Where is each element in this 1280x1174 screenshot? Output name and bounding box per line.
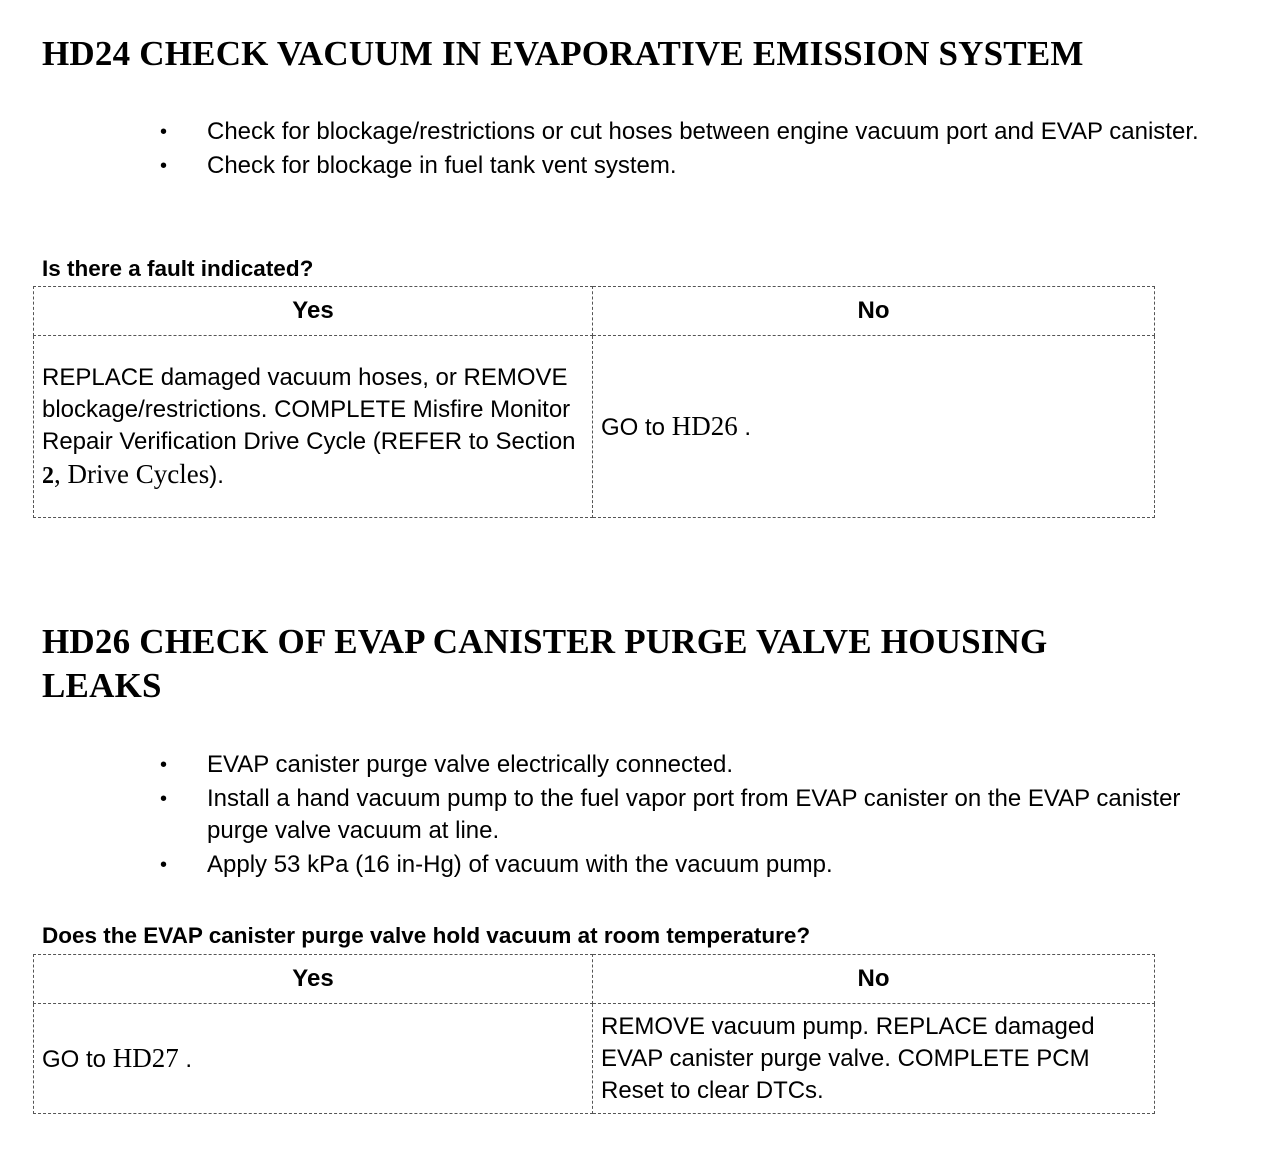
bullet-icon: • bbox=[160, 155, 168, 177]
hd24-section bbox=[42, 32, 1242, 76]
hd26-decision-table bbox=[33, 954, 1155, 1114]
hd26-link[interactable]: HD26 bbox=[671, 410, 738, 441]
hd24-bullet-list bbox=[160, 116, 1240, 184]
hd24-question: Is there a fault indicated? bbox=[42, 256, 314, 281]
list-item: • Check for blockage in fuel tank vent system. bbox=[160, 150, 1240, 182]
yes-header: Yes bbox=[34, 287, 593, 336]
list-item: • EVAP canister purge valve electrically connected. bbox=[160, 749, 1240, 781]
table-row bbox=[34, 336, 1155, 518]
yes-cell: REPLACE damaged vacuum hoses, or REMOVE blockage/restrictions. COMPLETE Misfire Monitor Repair Verification Drive Cycle (REFER to Section 2, Drive Cycles). bbox=[34, 336, 593, 518]
hd24-title: HD24 CHECK VACUUM IN EVAPORATIVE EMISSION SYSTEM bbox=[42, 34, 1084, 73]
bullet-icon: • bbox=[160, 121, 168, 143]
yes-cell: GO to HD27 . bbox=[34, 1004, 593, 1114]
hd26-question: Does the EVAP canister purge valve hold vacuum at room temperature? bbox=[42, 923, 811, 948]
yes-header: Yes bbox=[34, 955, 593, 1004]
list-item: • Install a hand vacuum pump to the fuel vapor port from EVAP canister on the EVAP canister purge valve vacuum at line. bbox=[160, 785, 1181, 844]
no-header: No bbox=[593, 955, 1155, 1004]
hd26-section bbox=[42, 620, 1242, 708]
table-header-row bbox=[34, 955, 1155, 1004]
bullet-icon: • bbox=[160, 788, 168, 810]
table-header-row bbox=[34, 287, 1155, 336]
no-cell: REMOVE vacuum pump. REPLACE damaged EVAP canister purge valve. COMPLETE PCM Reset to clear DTCs. bbox=[593, 1004, 1155, 1114]
list-item: • Check for blockage/restrictions or cut hoses between engine vacuum port and EVAP canister. bbox=[160, 116, 1240, 148]
drive-cycles-link[interactable]: , Drive Cycles bbox=[54, 458, 210, 489]
section-number: 2 bbox=[42, 462, 54, 489]
no-cell: GO to HD26 . bbox=[593, 336, 1155, 518]
no-header: No bbox=[593, 287, 1155, 336]
bullet-icon: • bbox=[160, 754, 168, 776]
hd24-decision-table bbox=[33, 286, 1155, 518]
hd27-link[interactable]: HD27 bbox=[112, 1042, 179, 1073]
list-item: • Apply 53 kPa (16 in-Hg) of vacuum with the vacuum pump. bbox=[160, 849, 1240, 881]
hd26-title: HD26 CHECK OF EVAP CANISTER PURGE VALVE HOUSING LEAKS bbox=[42, 622, 1048, 705]
table-row bbox=[34, 1004, 1155, 1114]
hd26-bullet-list bbox=[160, 749, 1240, 883]
bullet-icon: • bbox=[160, 854, 168, 876]
